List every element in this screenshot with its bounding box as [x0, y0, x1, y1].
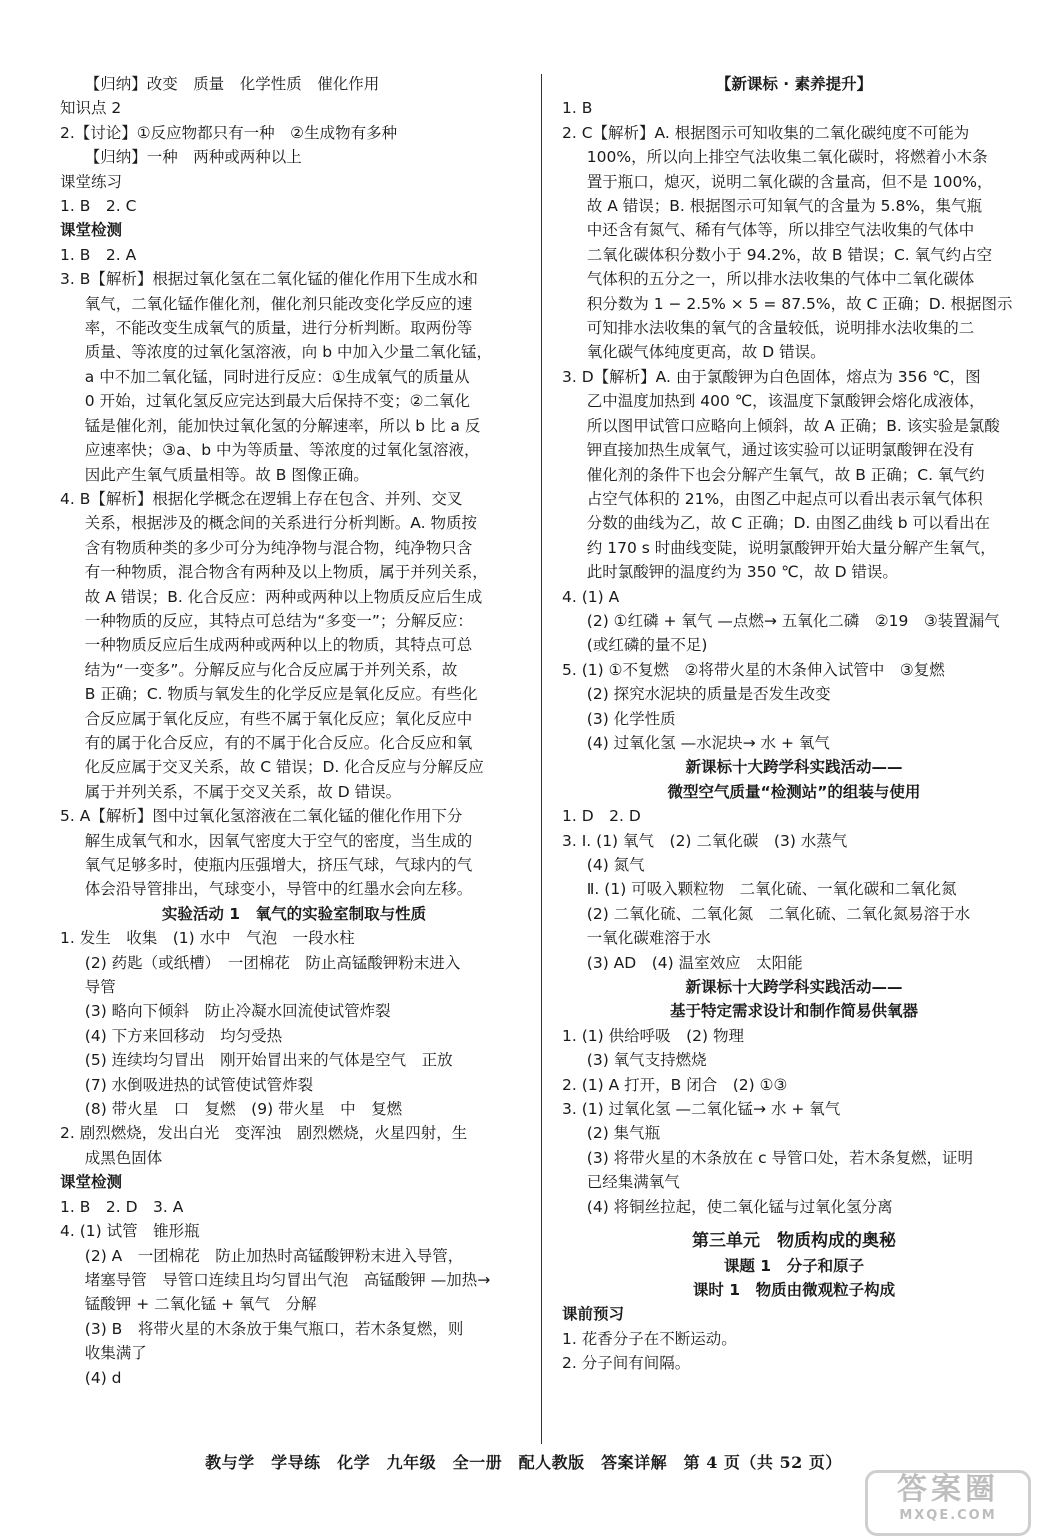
- right-line: 1. B: [562, 99, 593, 118]
- left-line: 率，不能改变生成氧气的质量，进行分析判断。取两份等: [84, 319, 473, 338]
- left-line: 故 A 错误；B. 化合反应：两种或两种以上物质反应后生成: [84, 587, 483, 606]
- left-line: (2) 药匙（或纸槽） 一团棉花 防止高锰酸钾粉末进入: [84, 953, 461, 972]
- right-line: 二氧化碳体积分数小于 94.2%，故 B 错误；C. 氧气约占空: [586, 245, 993, 264]
- left-line: 导管: [84, 978, 116, 997]
- left-line: 应速率快；③a、b 中为等质量、等浓度的过氧化氢溶液，: [84, 441, 480, 460]
- left-line: 4. (1) 试管 锥形瓶: [60, 1222, 200, 1241]
- right-line: 5. (1) ①不复燃 ②将带火星的木条伸入试管中 ③复燃: [562, 660, 945, 679]
- right-line: 所以图甲试管口应略向上倾斜，故 A 正确；B. 该实验是氯酸: [586, 416, 1000, 435]
- left-line: 4. B【解析】根据化学概念在逻辑上存在包含、并列、交叉: [60, 489, 463, 508]
- right-line: 中还含有氮气、稀有气体等，所以排空气法收集的气体中: [586, 221, 975, 240]
- right-line: 可知排水法收集的氧气的含量较低，说明排水法收集的二: [586, 319, 975, 338]
- left-line: 一种物质反应后生成两种或两种以上的物质，其特点可总: [84, 636, 473, 655]
- right-line: 2. (1) A 打开，B 闭合 (2) ①③: [562, 1075, 788, 1094]
- right-line: 2. 分子间有间隔。: [562, 1354, 691, 1373]
- left-line: (4) d: [84, 1368, 122, 1387]
- page-footer: 教与学 学导练 化学 九年级 全一册 配人教版 答案详解 第 4 页（共 52 页）: [205, 1453, 842, 1472]
- right-line: 1. D 2. D: [562, 807, 641, 826]
- right-line: (或红磷的量不足): [586, 636, 708, 655]
- left-line: 3. B【解析】根据过氧化氢在二氧化锰的催化作用下生成水和: [60, 270, 478, 289]
- left-line: 有的属于化合反应，有的不属于化合反应。化合反应和氧: [84, 733, 473, 752]
- left-line: 0 开始，过氧化氢反应完达到最大后保持不变；②二氧化: [84, 392, 470, 411]
- right-line: 新课标十大跨学科实践活动——: [685, 978, 903, 997]
- left-line: 有一种物质，混合物含有两种及以上物质，属于并列关系，: [84, 563, 488, 582]
- right-line: 1. 花香分子在不断运动。: [562, 1329, 737, 1348]
- column-divider: [541, 74, 542, 1444]
- right-line: 3. D【解析】A. 由于氯酸钾为白色固体，熔点为 356 ℃，图: [562, 367, 981, 386]
- left-line: 解生成氧气和水，因氧气密度大于空气的密度，当生成的: [84, 831, 473, 850]
- right-line: (3) 将带火星的木条放在 c 导管口处，若木条复燃，证明: [586, 1148, 974, 1167]
- left-line: 锰是催化剂，能加快过氧化氢的分解速率，所以 b 比 a 反: [84, 416, 481, 435]
- left-line: 1. B 2. C: [60, 197, 137, 216]
- left-line: 1. B 2. D 3. A: [60, 1197, 184, 1216]
- right-column: [562, 72, 1026, 1376]
- watermark-logo: [865, 1470, 1031, 1536]
- right-line: 占空气体积的 21%，由图乙中起点可以看出表示氧气体积: [586, 489, 983, 508]
- left-line: 化反应属于交叉关系，故 C 错误；D. 化合反应与分解反应: [84, 758, 484, 777]
- left-line: 属于并列关系，不属于交叉关系，故 D 错误。: [84, 782, 402, 801]
- right-line: (2) 二氧化硫、二氧化氮 二氧化硫、二氧化氮易溶于水: [586, 904, 971, 923]
- right-line: 1. (1) 供给呼吸 (2) 物理: [562, 1026, 744, 1045]
- left-line: 体会沿导管排出，气球变小，导管中的红墨水会向左移。: [84, 880, 473, 899]
- right-line: 3. Ⅰ. (1) 氧气 (2) 二氧化碳 (3) 水蒸气: [562, 831, 848, 850]
- left-line: 含有物质种类的多少可分为纯净物与混合物，纯净物只含: [84, 538, 473, 557]
- left-line: 课堂检测: [60, 221, 123, 240]
- left-line: 成黑色固体: [84, 1148, 163, 1167]
- left-line: (3) 略向下倾斜 防止冷凝水回流使试管炸裂: [84, 1002, 391, 1021]
- left-line: 堵塞导管 导管口连续且均匀冒出气泡 高锰酸钾 —加热→: [84, 1270, 491, 1289]
- right-line: 乙中温度加热到 400 ℃，该温度下氯酸钾会熔化成液体，: [586, 392, 985, 411]
- right-line: 氧化碳气体纯度更高，故 D 错误。: [586, 343, 826, 362]
- right-line: (3) AD (4) 温室效应 太阳能: [586, 953, 803, 972]
- left-line: B 正确；C. 物质与氧发生的化学反应是氧化反应。有些化: [84, 685, 478, 704]
- right-line: 2. C【解析】A. 根据图示可知收集的二氧化碳纯度不可能为: [562, 123, 970, 142]
- left-line: 2.【讨论】①反应物都只有一种 ②生成物有多种: [60, 123, 398, 142]
- right-line: 已经集满氧气: [586, 1173, 680, 1192]
- left-line: 合反应属于氧化反应，有些不属于氧化反应；氧化反应中: [84, 709, 473, 728]
- left-line: 知识点 2: [60, 99, 122, 118]
- right-line: 催化剂的条件下也会分解产生氧气，故 B 正确；C. 氧气约: [586, 465, 985, 484]
- left-line: 因此产生氧气质量相等。故 B 图像正确。: [84, 465, 369, 484]
- right-line: 钾直接加热生成氧气，通过该实验可以证明氯酸钾在没有: [586, 441, 975, 460]
- right-line: 4. (1) A: [562, 587, 620, 606]
- right-line: 课题 1 分子和原子: [723, 1256, 865, 1275]
- right-line: (4) 将铜丝拉起，使二氧化锰与过氧化氢分离: [586, 1197, 893, 1216]
- right-line: 微型空气质量“检测站”的组装与使用: [667, 782, 921, 801]
- right-line: 课前预习: [562, 1305, 625, 1324]
- right-line: 基于特定需求设计和制作简易供氧器: [669, 1002, 918, 1021]
- watermark-main: 答案圈: [897, 1472, 999, 1507]
- left-line: 关系，根据涉及的概念间的关系进行分析判断。A. 物质按: [84, 514, 477, 533]
- right-line: (2) 探究水泥块的质量是否发生改变: [586, 685, 831, 704]
- right-line: [562, 1219, 1026, 1229]
- left-line: (8) 带火星 口 复燃 (9) 带火星 中 复燃: [84, 1100, 403, 1119]
- left-line: (3) B 将带火星的木条放于集气瓶口，若木条复燃，则: [84, 1319, 464, 1338]
- left-line: 【归纳】改变 质量 化学性质 催化作用: [84, 75, 380, 93]
- left-line: 1. 发生 收集 (1) 水中 气泡 一段水柱: [60, 929, 355, 948]
- right-line: 约 170 s 时曲线变陡，说明氯酸钾开始大量分解产生氧气，: [586, 538, 996, 557]
- right-line: (2) ①红磷 + 氧气 —点燃→ 五氧化二磷 ②19 ③装置漏气: [586, 611, 1000, 630]
- right-line: 100%，所以向上排空气法收集二氧化碳时，将燃着小木条: [586, 148, 988, 167]
- left-line: 【归纳】一种 两种或两种以上: [84, 148, 302, 167]
- right-line: 气体积的五分之一，所以排水法收集的气体中二氧化碳体: [586, 270, 975, 289]
- right-line: 新课标十大跨学科实践活动——: [685, 758, 903, 777]
- left-line: 质量、等浓度的过氧化氢溶液，向 b 中加入少量二氧化锰，: [84, 343, 492, 362]
- left-line: 锰酸钾 + 二氧化锰 + 氧气 分解: [84, 1295, 317, 1314]
- right-line: (4) 氮气: [586, 856, 645, 874]
- right-line: (3) 化学性质: [586, 709, 676, 728]
- left-line: 实验活动 1 氧气的实验室制取与性质: [161, 904, 427, 923]
- right-line: 置于瓶口，熄灭，说明二氧化碳的含量高，但不是 100%，: [586, 172, 993, 191]
- left-line: (5) 连续均匀冒出 刚开始冒出来的气体是空气 正放: [84, 1051, 453, 1070]
- left-line: 氧气足够多时，使瓶内压强增大，挤压气球，气球内的气: [84, 856, 473, 874]
- left-column: [60, 72, 528, 1390]
- right-line: 积分数为 1 − 2.5% × 5 = 87.5%，故 C 正确；D. 根据图示: [586, 294, 1013, 313]
- left-line: a 中不加二氧化锰，同时进行反应：①生成氧气的质量从: [84, 367, 470, 386]
- left-line: (2) A 一团棉花 防止加热时高锰酸钾粉末进入导管，: [84, 1246, 464, 1265]
- right-line: 一氧化碳难溶于水: [586, 929, 711, 948]
- left-line: 收集满了: [84, 1344, 147, 1363]
- left-line: 2. 剧烈燃烧，发出白光 变浑浊 剧烈燃烧，火星四射，生: [60, 1124, 468, 1143]
- left-line: 5. A【解析】图中过氧化氢溶液在二氧化锰的催化作用下分: [60, 807, 463, 826]
- left-line: 课堂检测: [60, 1173, 123, 1192]
- right-line: (2) 集气瓶: [586, 1124, 661, 1143]
- left-line: (4) 下方来回移动 均匀受热: [84, 1026, 283, 1045]
- watermark-sub: MXQE.COM: [899, 1508, 997, 1523]
- left-line: 课堂练习: [60, 172, 123, 191]
- right-line: 课时 1 物质由微观粒子构成: [692, 1280, 896, 1299]
- right-line: (3) 氧气支持燃烧: [586, 1051, 707, 1070]
- right-line: 故 A 错误；B. 根据图示可知氧气的含量为 5.8%，集气瓶: [586, 197, 983, 216]
- right-line: Ⅱ. (1) 可吸入颗粒物 二氧化硫、一氧化碳和二氧化氮: [586, 880, 957, 899]
- left-line: 1. B 2. A: [60, 245, 137, 264]
- right-line: 3. (1) 过氧化氢 —二氧化锰→ 水 + 氧气: [562, 1100, 841, 1119]
- right-line: 分数的曲线为乙，故 C 正确；D. 由图乙曲线 b 可以看出在: [586, 514, 990, 533]
- left-line: (7) 水倒吸进热的试管使试管炸裂: [84, 1075, 314, 1094]
- left-line: 结为“一变多”。分解反应与化合反应属于并列关系，故: [84, 660, 458, 679]
- right-line: (4) 过氧化氢 —水泥块→ 水 + 氧气: [586, 733, 830, 752]
- right-line: 此时氯酸钾的温度约为 350 ℃，故 D 错误。: [586, 563, 898, 582]
- left-line: 氧气，二氧化锰作催化剂，催化剂只能改变化学反应的速: [84, 294, 473, 313]
- right-line: 第三单元 物质构成的奥秘: [692, 1231, 896, 1252]
- right-line: 【新课标 · 素养提升】: [715, 75, 873, 93]
- left-line: 一种物质的反应，其特点可总结为“多变一”；分解反应：: [84, 611, 473, 630]
